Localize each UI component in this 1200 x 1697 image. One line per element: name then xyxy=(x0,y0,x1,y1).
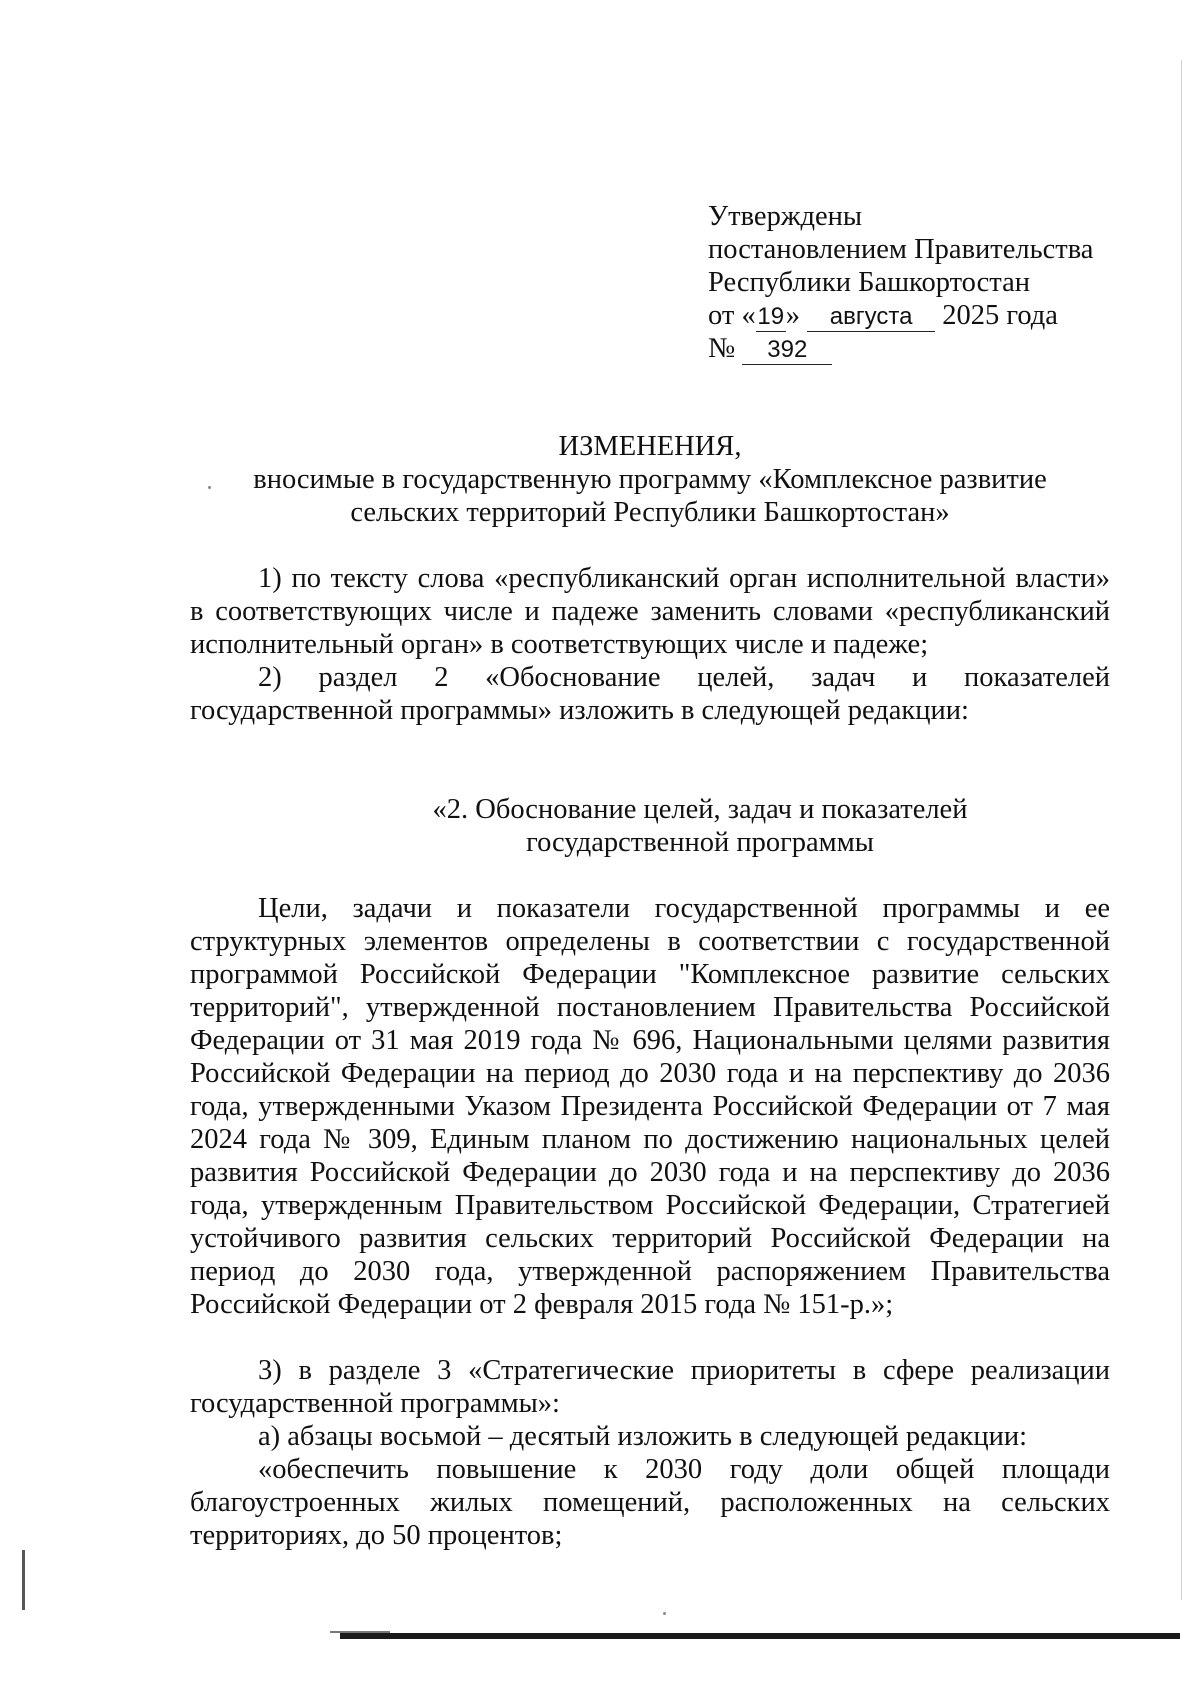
section-2-heading-line-1: «2. Обоснование целей, задач и показателей xyxy=(432,794,968,825)
section-2-heading xyxy=(190,793,1110,859)
approval-date xyxy=(708,299,1128,332)
scan-edge-left xyxy=(22,1550,25,1610)
title-subtitle-line-2: сельских территорий Республики Башкортостан» xyxy=(350,497,950,528)
section-2-body xyxy=(190,892,1110,1321)
scan-edge-bottom xyxy=(340,1633,1180,1639)
item-1: 1) по тексту слова «республиканский орган исполнительной власти» в соответствующих числе и падеже заменить словами «республиканский исполнительный орган» в соответствующих числе и падеже; xyxy=(190,563,1110,660)
document-title xyxy=(190,430,1110,529)
scan-speck xyxy=(208,486,211,489)
date-prefix: от « xyxy=(708,300,756,331)
items-continued-block xyxy=(190,1354,1110,1552)
scan-edge-right xyxy=(1181,60,1182,1600)
date-day: 19 xyxy=(757,303,785,330)
section-2-heading-line-2: государственной программы xyxy=(526,827,874,858)
item-3a-quote: «обеспечить повышение к 2030 году доли общей площади благоустроенных жилых помещений, расположенных на сельских территориях, до 50 процентов; xyxy=(190,1454,1110,1551)
item-3: 3) в разделе 3 «Стратегические приоритеты в сфере реализации государственной программы»: xyxy=(190,1355,1110,1419)
items-block xyxy=(190,562,1110,727)
approval-line-1: Утверждены xyxy=(708,201,863,232)
approval-stamp xyxy=(708,200,1128,365)
item-2: 2) раздел 2 «Обоснование целей, задач и показателей государственной программы» изложить в следующей редакции: xyxy=(190,662,1110,726)
title-subtitle-line-1: вносимые в государственную программу «Комплексное развитие xyxy=(253,464,1047,495)
date-mid: » xyxy=(785,300,800,331)
scan-speck xyxy=(663,1612,666,1615)
approval-line-2: постановлением Правительства xyxy=(708,234,1094,265)
date-year: 2025 года xyxy=(942,300,1058,331)
number-value: 392 xyxy=(742,336,832,365)
section-2-paragraph: Цели, задачи и показатели государственной программы и ее структурных элементов определены в соответствии с государственной программой Российской Федерации "Комплексное развитие сельских территорий", утвержденной постановлением Правительства Российской Федерации от 31 мая 2019 года № 696, Национальными целями развития Российской Федерации на период до 2030 года и на перспективу до 2036 года, утвержденными Указом Президента Российской Федерации от 7 мая 2024 года № 309, Единым планом по достижению национальных целей развития Российской Федерации до 2030 года и на перспективу до 2036 года, утвержденным Правительством Российской Федерации, Стратегией устойчивого развития сельских территорий Российской Федерации на период до 2030 года, утвержденной распоряжением Правительства Российской Федерации от 2 февраля 2015 года № 151-р.»; xyxy=(190,893,1110,1320)
approval-number xyxy=(708,332,1128,365)
title-heading: ИЗМЕНЕНИЯ, xyxy=(558,431,742,462)
date-month: августа xyxy=(807,303,935,332)
item-3a: а) абзацы восьмой – десятый изложить в следующей редакции: xyxy=(258,1421,1028,1452)
number-prefix: № xyxy=(708,333,736,364)
approval-line-3: Республики Башкортостан xyxy=(708,267,1030,298)
